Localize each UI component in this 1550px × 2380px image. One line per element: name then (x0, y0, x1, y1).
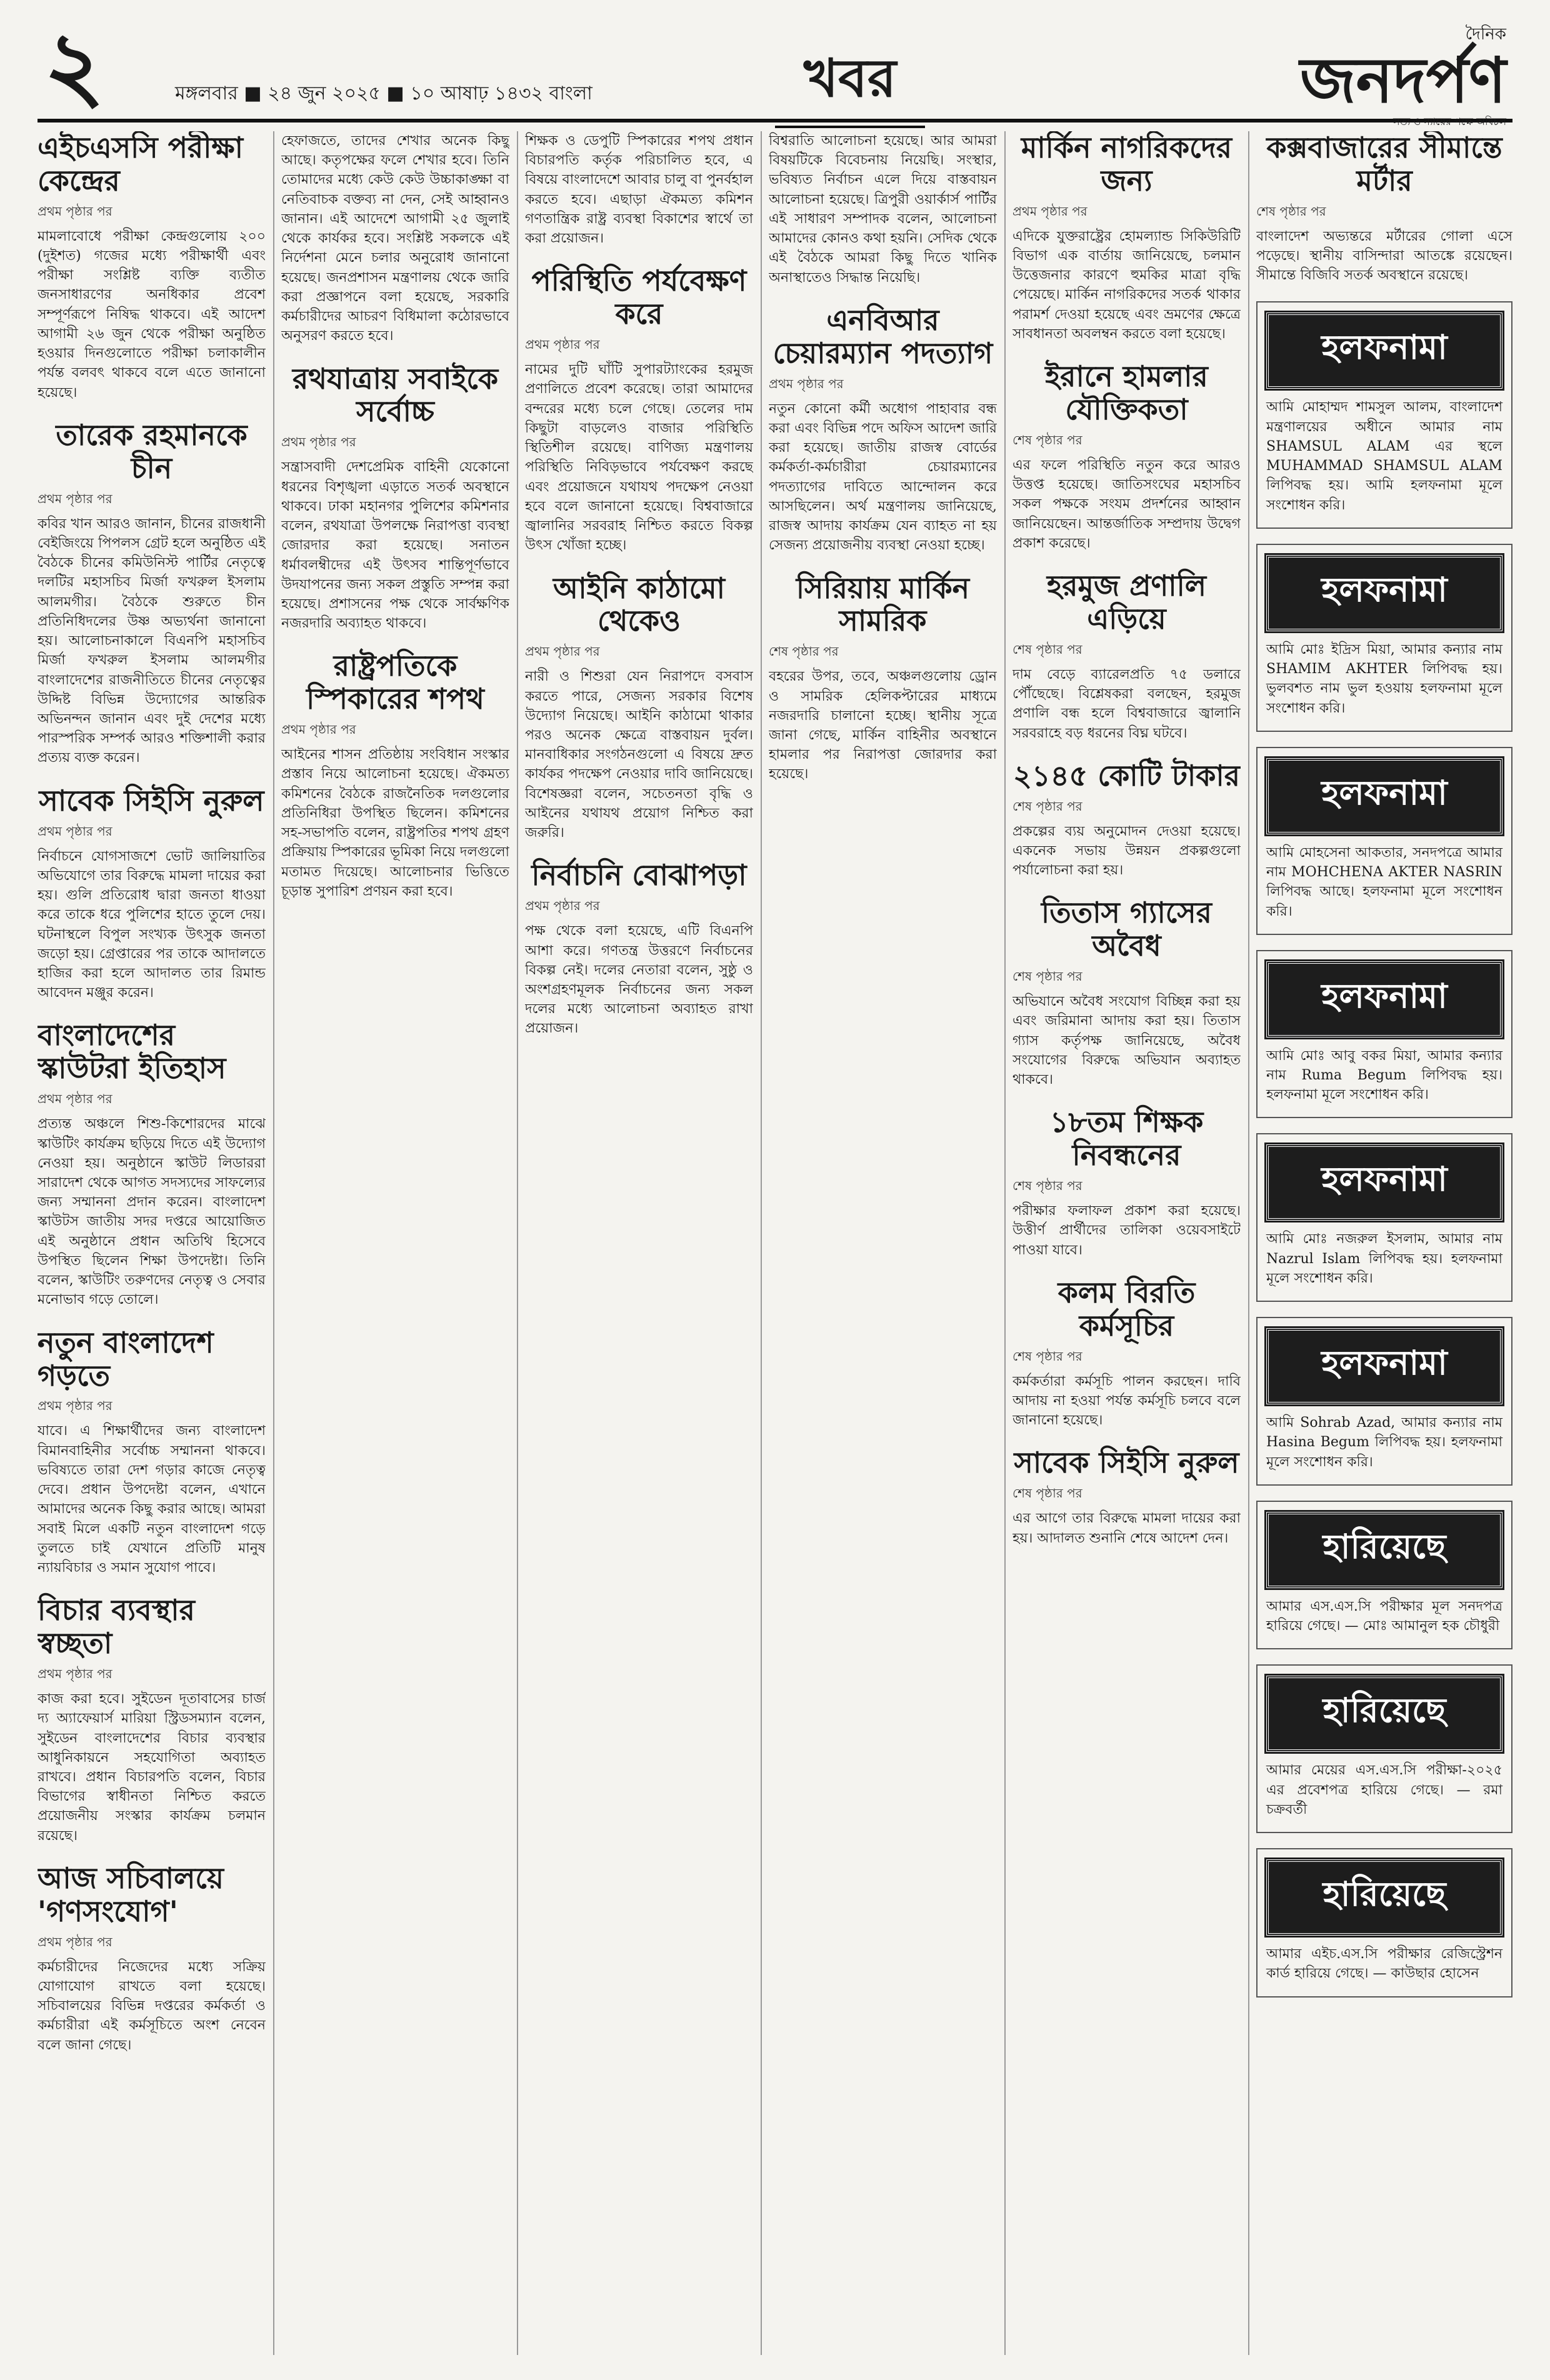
headline: ১৮তম শিক্ষক নিবন্ধনের (1049, 1105, 1204, 1172)
headline: রাষ্ট্রপতিকে স্পিকারের শপথ (306, 649, 484, 716)
notice-affidavit (1256, 301, 1512, 528)
continuation-label: শেষ পৃষ্ঠার পর (1012, 1348, 1082, 1364)
continuation-label: প্রথম পৃষ্ঠার পর (525, 898, 600, 914)
article-body: কর্মচারীদের নিজেদের মধ্যে সক্রিয় যোগাযোগ রাখতে বলা হয়েছে। সচিবালয়ের বিভিন্ন দপ্তরের কর্মকর্তা ও কর্মচারীরা এই কর্মসূচিতে অংশ নেবেন বলে জানা গেছে। (38, 1959, 266, 2053)
continuation-label: শেষ পৃষ্ঠার পর (1012, 798, 1082, 814)
article-body: প্রকল্পের ব্যয় অনুমোদন দেওয়া হয়েছে। একনেক সভায় উন্নয়ন প্রকল্পগুলো পর্যালোচনা করা হয়। (1012, 823, 1241, 879)
continuation-label: প্রথম পৃষ্ঠার পর (281, 434, 356, 450)
article (38, 784, 266, 1003)
article-body: নামের দুটি ঘাঁটি সুপারট্যাংকের হরমুজ প্রণালিতে প্রবেশ করেছে। তারা আমাদের বন্দরের মধ্যে চলে গেছে। তেলের দাম কিছুটা বাড়লেও বাজার পরিস্থিতি স্থিতিশীল রয়েছে। বাণিজ্য মন্ত্রণালয় পরিস্থিতি নিবিড়ভাবে পর্যবেক্ষণ করছে এবং প্রয়োজনে যথাযথ পদক্ষেপ নেওয়া হবে বলে জানানো হয়েছে। বিশ্ববাজারে জ্বালানির সরবরাহ নিশ্চিত করতে বিকল্প উৎস খোঁজা হচ্ছে। (525, 362, 753, 554)
continuation-label: প্রথম পৃষ্ঠার পর (38, 1398, 112, 1414)
article-body: প্রত্যন্ত অঞ্চলে শিশু-কিশোরদের মাঝে স্কাউটিং কার্যক্রম ছড়িয়ে দিতে এই উদ্যোগ নেওয়া হয়। অনুষ্ঠানে স্কাউট লিডাররা সারাদেশ থেকে আগত সদস্যদের সাফল্যের জন্য সম্মাননা প্রদান করেন। বাংলাদেশ স্কাউটস জাতীয় সদর দপ্তরে আয়োজিত এই অনুষ্ঠানে প্রধান অতিথি হিসেবে উপস্থিত ছিলেন শিক্ষা উপদেষ্টা। তিনি বলেন, স্কাউটিং তরুণদের নেতৃত্ব ও সেবার মনোভাব গড়ে তোলে। (38, 1116, 266, 1308)
notice-body: আমি মোঃ ইদ্রিস মিয়া, আমার কন্যার নাম SHAMIM AKHTER লিপিবদ্ধ হয়। ভুলবশত নাম ভুল হওয়ায় হলফনামা মূলে সংশোধন করি। (1266, 641, 1502, 716)
column-divider (761, 131, 762, 2355)
newspaper-logo (1300, 21, 1506, 131)
notice-heading: হারিয়েছে (1266, 1859, 1502, 1936)
notice-heading: হলফনামা (1266, 961, 1502, 1038)
column-5 (1012, 131, 1241, 2355)
column-6-classifieds (1256, 131, 1512, 2355)
continuation-label: শেষ পৃষ্ঠার পর (1012, 1178, 1082, 1194)
headline: নতুন বাংলাদেশ গড়তে (38, 1325, 214, 1392)
dateline: মঙ্গলবার ■ ২৪ জুন ২০২৫ ■ ১০ আষাঢ় ১৪৩২ বাংলা (175, 82, 592, 104)
column-divider (273, 131, 274, 2355)
article-body: দাম বেড়ে ব্যারেলপ্রতি ৭৫ ডলারে পৌঁছেছে। বিশ্লেষকরা বলছেন, হরমুজ প্রণালি বন্ধ হলে বিশ্ববাজারে জ্বালানি সরবরাহে বড় ধরনের বিঘ্ন ঘটবে। (1012, 666, 1241, 741)
continuation-label: শেষ পৃষ্ঠার পর (1256, 203, 1326, 219)
notice-heading: হলফনামা (1266, 1328, 1502, 1404)
continuation-label: শেষ পৃষ্ঠার পর (769, 644, 839, 659)
article-body: হেফাজতে, তাদের শেখার অনেক কিছু আছে। কতৃপক্ষের ফলে শেখার হবে। তিনি তোমাদের মধ্যে কেউ কেউ উচ্চাকাঙ্ক্ষা বা নেতিবাচক বক্তব্য না দেন, সেই আহ্বানও জানান। এই আদেশে আগামী ২৫ জুলাই থেকে কার্যকর হবে। সংশ্লিষ্ট সকলকে এই নির্দেশনা মেনে চলার অনুরোধ জানানো হয়েছে। জনপ্রশাসন মন্ত্রণালয় থেকে জারি করা প্রজ্ঞাপনে বলা হয়েছে, সরকারি কর্মচারীদের আচরণ বিধিমালা কঠোরভাবে অনুসরণ করতে হবে। (281, 133, 509, 344)
headline: আইনি কাঠামো থেকেও (552, 571, 726, 638)
headline: সাবেক সিইসি নুরুল (39, 783, 264, 818)
article-body: এদিকে যুক্তরাষ্ট্রের হোমল্যান্ড সিকিউরিটি বিভাগ এক বার্তায় জানিয়েছে, চলমান উত্তেজনার কারণে হুমকির মাত্রা বৃদ্ধি পেয়েছে। মার্কিন নাগরিকদের সতর্ক থাকার পরামর্শ দেওয়া হয়েছে এবং ভ্রমণের ক্ষেত্রে সাবধানতা অবলম্বন করতে বলা হয়েছে। (1012, 228, 1241, 342)
article-body: শিক্ষক ও ডেপুটি স্পিকারের শপথ প্রধান বিচারপতি কর্তৃক পরিচালিত হবে, এ বিষয়ে বাংলাদেশে আবার চালু বা পুনর্বহাল করতে হবে। এছাড়া ঐকমত্য কমিশন গণতান্ত্রিক রাষ্ট্র ব্যবস্থা বিকাশের স্বার্থে তা করা প্রয়োজন। (525, 133, 753, 247)
continuation-label: শেষ পৃষ্ঠার পর (1012, 1486, 1082, 1501)
notice-body: আমি মোঃ আবু বকর মিয়া, আমার কন্যার নাম Ruma Begum লিপিবদ্ধ হয়। হলফনামা মূলে সংশোধন করি। (1266, 1048, 1502, 1103)
article (38, 1326, 266, 1578)
notice-body: আমি মোঃ নজরুল ইসলাম, আমার নাম Nazrul Islam লিপিবদ্ধ হয়। হলফনামা মূলে সংশোধন করি। (1266, 1231, 1502, 1286)
page-number: ২ (44, 11, 105, 121)
notice-body: আমি মোহাম্মদ শামসুল আলম, বাংলাদেশ মন্ত্রণালয়ের অধীনে আমার নাম SHAMSUL ALAM এর স্থলে MUHAMMAD SHAMSUL ALAM লিপিবদ্ধ হয়। আমি হলফনামা মূলে সংশোধন করি। (1266, 399, 1502, 513)
headline: এইচএসসি পরীক্ষা কেন্দ্রের (38, 131, 243, 198)
article-body: কাজ করা হবে। সুইডেন দূতাবাসের চার্জ দ্য অ্যাফেয়ার্স মারিয়া স্ট্রিডসম্যান বলেন, সুইডেন বাংলাদেশের বিচার ব্যবস্থার আধুনিকায়নে সহযোগিতা অব্যাহত রাখবে। প্রধান বিচারপতি বলেন, বিচার বিভাগের স্বাধীনতা নিশ্চিত করতে প্রয়োজনীয় সংস্কার কার্যক্রম চলমান রয়েছে। (38, 1691, 266, 1844)
article-body: যাবে। এ শিক্ষার্থীদের জন্য বাংলাদেশ বিমানবাহিনীর সর্বোচ্চ সম্মাননা থাকবে। ভবিষ্যতে তারা দেশ গড়ার কাজে নেতৃত্ব দেবে। প্রধান উপদেষ্টা বলেন, এখানে আমাদের অনেক কিছু করার আছে। আমরা সবাই মিলে একটি নতুন বাংলাদেশ গড়ে তুলতে চাই যেখানে প্রতিটি মানুষ ন্যায়বিচার ও সমান সুযোগ পাবে। (38, 1423, 266, 1576)
article (281, 131, 509, 346)
headline: তারেক রহমানকে চীন (56, 418, 248, 485)
article (1012, 131, 1241, 344)
article-body: বহরের উপর, তবে, অঞ্চলগুলোয় ড্রোন ও সামরিক হেলিকপ্টারের মাধ্যমে নজরদারি চালানো হচ্ছে। স্থানীয় সূত্রে জানা গেছে, মার্কিন বাহিনীর অবস্থানে হামলার পর নিরাপত্তা জোরদার করা হয়েছে। (769, 669, 997, 782)
headline: ২১৪৫ কোটি টাকার (1012, 758, 1241, 792)
headline: মার্কিন নাগরিকদের জন্য (1021, 131, 1232, 198)
headline: সাবেক সিইসি নুরুল (1014, 1446, 1239, 1480)
continuation-label: প্রথম পৃষ্ঠার পর (525, 644, 600, 659)
masthead (38, 11, 1512, 128)
article (281, 649, 509, 901)
article (38, 1594, 266, 1846)
article-body: সন্ত্রাসবাদী দেশপ্রেমিক বাহিনী যেকোনো ধরনের বিশৃঙ্খলা এড়াতে সতর্ক অবস্থানে থাকবে। ঢাকা মহানগর পুলিশের কমিশনার বলেন, রথযাত্রা উপলক্ষে নিরাপত্তা ব্যবস্থা জোরদার করা হয়েছে। সনাতন ধর্মাবলম্বীদের এই উৎসব শান্তিপূর্ণভাবে উদযাপনের জন্য সকল প্রস্তুতি সম্পন্ন করা হয়েছে। প্রশাসনের পক্ষ থেকে সার্বক্ষণিক নজরদারি অব্যাহত থাকবে। (281, 459, 509, 632)
notice-heading: হারিয়েছে (1266, 1512, 1502, 1588)
continuation-label: প্রথম পৃষ্ঠার পর (38, 1934, 112, 1949)
article (1012, 1276, 1241, 1430)
notice-body: আমি Sohrab Azad, আমার কন্যার নাম Hasina Begum লিপিবদ্ধ হয়। হলফনামা মূলে সংশোধন করি। (1266, 1415, 1502, 1470)
column-4 (769, 131, 997, 2355)
headline: আজ সচিবালয়ে 'গণসংযোগ' (38, 1861, 224, 1928)
headline: তিতাস গ্যাসের অবৈধ (1041, 896, 1212, 963)
continuation-label: প্রথম পৃষ্ঠার পর (38, 1666, 112, 1682)
notice-affidavit (1256, 1317, 1512, 1486)
column-3 (525, 131, 753, 2355)
article-body: আইনের শাসন প্রতিষ্ঠায় সংবিধান সংস্কার প্রস্তাব নিয়ে আলোচনা হয়েছে। ঐকমত্য কমিশনের বৈঠকে রাজনৈতিক দলগুলোর প্রতিনিধিরা উপস্থিত ছিলেন। কমিশনের সহ-সভাপতি বলেন, রাষ্ট্রপতির শপথ গ্রহণ প্রক্রিয়ায় স্পিকারের ভূমিকা নিয়ে দলগুলো মতামত দিয়েছে। আলোচনার ভিত্তিতে চূড়ান্ত সুপারিশ প্রণয়ন করা হবে। (281, 747, 509, 899)
headline: পরিস্থিতি পর্যবেক্ষণ করে (531, 264, 747, 331)
notice-lost (1256, 1848, 1512, 1997)
headline: ইরানে হামলার যৌক্তিকতা (1045, 359, 1208, 427)
brand-prefix: দৈনিক (1465, 25, 1506, 44)
notice-affidavit (1256, 747, 1512, 935)
headline: এনবিআর চেয়ারম্যান পদত্যাগ (772, 302, 993, 370)
article-body: কবির খান আরও জানান, চীনের রাজধানী বেইজিংয়ে পিপলস গ্রেট হলে অনুষ্ঠিত এই বৈঠকে চীনের কমিউনিস্ট পার্টির নেতৃত্বে দলটির মহাসচিব মির্জা ফখরুল ইসলাম আলমগীর। বৈঠকে শুরুতে চীন প্রতিনিধিদলের উষ্ণ অভ্যর্থনা জানানো হয়। আলোচনাকালে বিএনপি মহাসচিব মির্জা ফখরুল ইসলাম আলমগীর বাংলাদেশের রাজনীতিতে চীনের নেতৃত্বের উদ্দিষ্ট বিভিন্ন উদ্যোগের আন্তরিক অভিনন্দন জানান এবং দুই দেশের মধ্যে পারস্পরিক সম্পর্ক আরও শক্তিশালী করার প্রত্যয় ব্যক্ত করেন। (38, 516, 266, 766)
headline: কক্সবাজারের সীমান্তে মর্টার (1266, 131, 1502, 198)
article (525, 131, 753, 248)
article (1012, 1106, 1241, 1259)
headline: রথযাত্রায় সবাইকে সর্বোচ্চ (292, 361, 499, 429)
article (38, 1862, 266, 2055)
article (769, 304, 997, 556)
notice-heading: হলফনামা (1266, 312, 1502, 389)
column-2 (281, 131, 509, 2355)
headline: সিরিয়ায় মার্কিন সামরিক (796, 571, 970, 638)
notice-affidavit (1256, 950, 1512, 1119)
notice-body: আমার এইচ.এস.সি পরীক্ষার রেজিস্ট্রেশন কার্ড হারিয়ে গেছে। — কাউছার হোসেন (1266, 1946, 1502, 1982)
notice-heading: হারিয়েছে (1266, 1676, 1502, 1752)
article-body: কর্মকর্তারা কর্মসূচি পালন করছেন। দাবি আদায় না হওয়া পর্যন্ত কর্মসূচি চলবে বলে জানানো হয়েছে। (1012, 1373, 1241, 1429)
continuation-label: প্রথম পৃষ্ঠার পর (38, 203, 112, 219)
article (525, 572, 753, 843)
notice-heading: হলফনামা (1266, 1144, 1502, 1221)
article-body: অভিযানে অবৈধ সংযোগ বিচ্ছিন্ন করা হয় এবং জরিমানা আদায় করা হয়। তিতাস গ্যাস কর্তৃপক্ষ জানিয়েছে, অবৈধ সংযোগের বিরুদ্ধে অভিযান অব্যাহত থাকবে। (1012, 994, 1241, 1088)
article (769, 572, 997, 784)
article-body: পক্ষ থেকে বলা হয়েছে, এটি বিএনপি আশা করে। গণতন্ত্র উত্তরণে নির্বাচনের বিকল্প নেই। দলের নেতারা বলেন, সুষ্ঠু ও অংশগ্রহণমূলক নির্বাচনের জন্য সকল দলের মধ্যে আলোচনা অব্যাহত রাখা প্রয়োজন। (525, 923, 753, 1037)
article-body: নতুন কোনো কর্মী অধোগ পাহাবার বন্ধ করা এবং বিভিন্ন পদে অফিস আদেশ জারি করা হয়েছে। জাতীয় রাজস্ব বোর্ডের কর্মকর্তা-কর্মচারীরা চেয়ারম্যানের পদত্যাগের দাবিতে আন্দোলন করে আসছিলেন। অর্থ মন্ত্রণালয় জানিয়েছে, রাজস্ব আদায় কার্যক্রম যেন ব্যাহত না হয় সেজন্য প্রয়োজনীয় ব্যবস্থা নেওয়া হচ্ছে। (769, 401, 997, 554)
column-1 (38, 131, 266, 2355)
article (525, 264, 753, 555)
article-body: মামলাবোধে পরীক্ষা কেন্দ্রগুলোয় ২০০ (দুইশত) গজের মধ্যে পরীক্ষার্থী এবং পরীক্ষা সংশ্লিষ্ট ব্যক্তি ব্যতীত জনসাধারণের অনধিকার প্রবেশ সম্পূর্ণরূপে নিষিদ্ধ থাকবে। এই আদেশ আগামী ২৬ জুন থেকে পরীক্ষা অনুষ্ঠিত হওয়ার দিনগুলোতে পরীক্ষা চলাকালীন পর্যন্ত বলবৎ থাকবে বলে এতে জানানো হয়েছে। (38, 228, 266, 401)
notice-heading: হলফনামা (1266, 758, 1502, 834)
continuation-label: প্রথম পৃষ্ঠার পর (281, 722, 356, 738)
article (281, 362, 509, 634)
article (38, 1019, 266, 1309)
continuation-label: প্রথম পৃষ্ঠার পর (1012, 203, 1088, 219)
column-divider (1004, 131, 1006, 2355)
continuation-label: প্রথম পৃষ্ঠার পর (525, 337, 600, 352)
article (1012, 569, 1241, 743)
notice-heading: হলফনামা (1266, 555, 1502, 631)
headline: কলম বিরতি কর্মসূচির (1058, 1275, 1196, 1342)
article (1012, 759, 1241, 881)
continuation-label: প্রথম পৃষ্ঠার পর (38, 823, 112, 839)
article (1012, 360, 1241, 553)
headline: বাংলাদেশের স্কাউটরা ইতিহাস (38, 1018, 226, 1086)
article-body: বিশ্বরাতি আলোচনা হয়েছে। আর আমরা বিষয়টিকে বিবেচনায় নিয়েছি। সংস্থার, ভবিষ্যত নির্বাচন এলে দিয়ে বাস্তবায়ন আলোচনা হয়েছে। ত্রিপুরী ওয়ার্কার্স পার্টির এই সাধারণ সম্পাদক বলেন, আলোচনা আমাদের কোনও কথা হয়নি। সেদিক থেকে এই বৈঠকে আমরা কিছু দিতে খানিক অনাস্থাতেও সিদ্ধান্ত নিয়েছি। (769, 133, 997, 286)
column-divider (1248, 131, 1249, 2355)
continuation-label: প্রথম পৃষ্ঠার পর (38, 491, 112, 506)
notice-affidavit (1256, 544, 1512, 732)
brand-tagline: সত্য ও ন্যায়ের পক্ষে অবিচল (1393, 116, 1506, 128)
headline: নির্বাচনি বোঝাপড়া (531, 858, 747, 892)
column-divider (517, 131, 518, 2355)
continuation-label: শেষ পৃষ্ঠার পর (1012, 969, 1082, 984)
article-body: পরীক্ষার ফলাফল প্রকাশ করা হয়েছে। উত্তীর্ণ প্রার্থীদের তালিকা ওয়েবসাইটে পাওয়া যাবে। (1012, 1203, 1241, 1258)
brand-name: জনদর্পণ (1299, 43, 1506, 117)
article (38, 419, 266, 768)
article (1256, 131, 1512, 285)
article (38, 131, 266, 402)
article (769, 131, 997, 288)
notice-lost (1256, 1664, 1512, 1833)
article-body: এর আগে তার বিরুদ্ধে মামলা দায়ের করা হয়। আদালত শুনানি শেষে আদেশ দেন। (1012, 1511, 1241, 1546)
continuation-label: শেষ পৃষ্ঠার পর (1012, 641, 1082, 657)
continuation-label: শেষ পৃষ্ঠার পর (1012, 432, 1082, 448)
article-body: নির্বাচনে যোগসাজশে ভোট জালিয়াতির অভিযোগে তার বিরুদ্ধে মামলা দায়ের করা হয়। গুলি প্রতিরোধ দ্বারা জনতা ধাওয়া করে তাকে ধরে পুলিশের হাতে তুলে দেয়। ঘটনাস্থলে বিপুল সংখ্যক উৎসুক জনতা জড়ো হয়। গ্রেপ্তারের পর তাকে আদালতে হাজির করা হলে আদালত তার রিমান্ড আবেদন মঞ্জুর করেন। (38, 848, 266, 1001)
article-body: নারী ও শিশুরা যেন নিরাপদে বসবাস করতে পারে, সেজন্য সরকার বিশেষ উদ্যোগ নিয়েছে। আইনি কাঠামো থাকার পরও অনেক ক্ষেত্রে বাস্তবায়ন দুর্বল। মানবাধিকার সংগঠনগুলো এ বিষয়ে দ্রুত কার্যকর পদক্ষেপ নেওয়ার দাবি জানিয়েছে। বিশেষজ্ঞরা বলেন, সচেতনতা বৃদ্ধি ও আইনের যথাযথ প্রয়োগ নিশ্চিত করা জরুরি। (525, 669, 753, 841)
notice-body: আমার এস.এস.সি পরীক্ষার মূল সনদপত্র হারিয়ে গেছে। — মোঃ আমানুল হক চৌধুরী (1266, 1598, 1502, 1634)
notice-lost (1256, 1501, 1512, 1649)
article (1012, 1446, 1241, 1548)
article-body: বাংলাদেশ অভ্যন্তরে মর্টারের গোলা এসে পড়েছে। স্থানীয় বাসিন্দারা আতঙ্কে রয়েছেন। সীমান্তে বিজিবি সতর্ক অবস্থানে রয়েছে। (1256, 228, 1512, 284)
article (1012, 896, 1241, 1089)
continuation-label: প্রথম পৃষ্ঠার পর (769, 376, 844, 391)
notice-affidavit (1256, 1133, 1512, 1302)
continuation-label: প্রথম পৃষ্ঠার পর (38, 1091, 112, 1107)
article-body: এর ফলে পরিস্থিতি নতুন করে আরও উত্তপ্ত হয়েছে। জাতিসংঘের মহাসচিব সকল পক্ষকে সংযম প্রদর্শনের আহ্বান জানিয়েছেন। আন্তর্জাতিক সম্প্রদায় উদ্বেগ প্রকাশ করেছে। (1012, 457, 1241, 551)
section-title: খবর (775, 38, 925, 128)
headline: হরমুজ প্রণালি এড়িয়ে (1046, 569, 1207, 636)
notice-body: আমি মোহসেনা আকতার, সনদপত্রে আমার নাম MOHCHENA AKTER NASRIN লিপিবদ্ধ আছে। হলফনামা মূলে সংশোধন করি। (1266, 844, 1502, 919)
headline: বিচার ব্যবস্থার স্বচ্ছতা (38, 1593, 195, 1661)
article (525, 859, 753, 1038)
notice-body: আমার মেয়ের এস.এস.সি পরীক্ষা-২০২৫ এর প্রবেশপত্র হারিয়ে গেছে। — রমা চক্রবর্তী (1266, 1762, 1502, 1818)
